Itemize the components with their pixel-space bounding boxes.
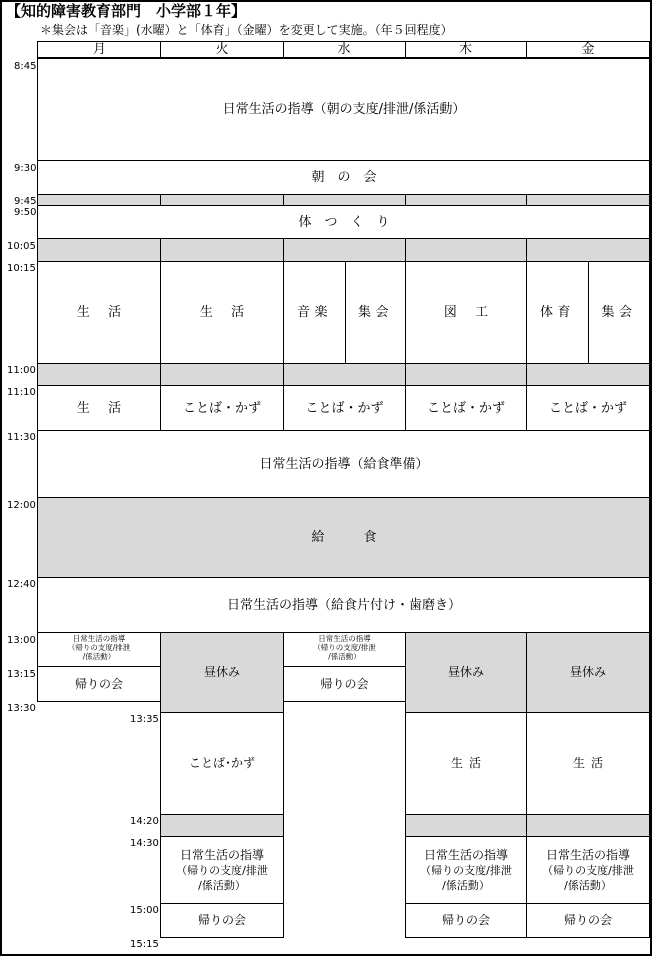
morning-routine-block: 日常生活の指導（朝の支度/排泄/係活動）	[222, 102, 466, 117]
p2-fri-cell: ことば・かず	[548, 400, 627, 416]
p1-mon-cell: 生活	[76, 305, 140, 320]
fri-hiruyasumi-cell: 昼休み	[569, 665, 606, 679]
page-title: 【知的障害教育部門 小学部１年】	[6, 2, 247, 20]
grid-line	[38, 41, 650, 42]
fri-daily-line2: （帰りの支度/排泄	[542, 863, 634, 877]
grid-line	[161, 814, 283, 815]
tai-tsukuri-block: 体 つ く り	[298, 214, 390, 230]
thu-seikatsu-cell: 生活	[450, 756, 487, 770]
time-label: 13:35	[130, 714, 159, 725]
mon-short-routine-line1: 日常生活の指導	[72, 634, 126, 643]
thu-daily-line1: 日常生活の指導	[423, 847, 508, 862]
tue-daily-line3: /係活動）	[198, 878, 246, 892]
p2-thu-cell: ことば・かず	[426, 400, 505, 416]
fri-kaeri-no-kai-cell: 帰りの会	[563, 913, 612, 927]
wed-short-routine-line2: （帰りの支度/排泄	[313, 643, 376, 652]
schedule-note: ＊集会は「音楽」(水曜）と「体育」（金曜）を変更して実施。（年５回程度）	[40, 23, 453, 37]
grid-line	[405, 194, 406, 206]
tue-break-1420	[161, 814, 283, 836]
tue-hiruyasumi-cell: 昼休み	[203, 665, 240, 679]
fri-daily-routine-cell	[527, 837, 649, 903]
time-label: 12:40	[7, 579, 36, 590]
break-row-1005	[38, 239, 650, 262]
grid-line	[406, 937, 650, 938]
day-header-mon: 月	[92, 42, 106, 57]
p1-thu-cell: 図工	[443, 305, 507, 320]
time-label: 15:00	[130, 905, 159, 916]
break-row-1100	[38, 363, 650, 385]
grid-line	[406, 814, 650, 815]
time-label: 13:30	[7, 703, 36, 714]
p1-fri-pe-cell: 体育	[539, 305, 576, 320]
asa-no-kai-block: 朝 の 会	[311, 170, 377, 185]
grid-line	[526, 194, 527, 206]
day-header-thu: 木	[458, 42, 472, 57]
grid-line	[526, 41, 527, 59]
p1-tue-cell: 生活	[199, 305, 263, 320]
lunch-label: 給 食	[311, 530, 377, 545]
wed-short-routine-cell	[284, 633, 405, 666]
day-header-tue: 火	[215, 42, 229, 57]
wed-kaeri-no-kai-cell: 帰りの会	[320, 676, 369, 691]
wed-short-routine-line3: /係活動）	[328, 652, 361, 661]
grid-line	[161, 937, 283, 938]
tue-daily-routine-cell	[161, 837, 283, 903]
tue-daily-line2: （帰りの支度/排泄	[176, 863, 268, 877]
tue-kaeri-no-kai-cell: 帰りの会	[197, 913, 246, 927]
time-label: 11:10	[7, 387, 36, 398]
time-label: 13:15	[7, 669, 36, 680]
p1-wed-assembly-cell: 集会	[357, 305, 394, 320]
p2-wed-cell: ことば・かず	[305, 400, 384, 416]
time-label: 10:05	[7, 241, 36, 252]
p2-mon-cell: 生活	[76, 400, 140, 416]
wed-short-routine-line1: 日常生活の指導	[318, 634, 371, 643]
grid-line	[283, 701, 406, 702]
grid-line	[160, 41, 161, 59]
grid-line	[283, 41, 284, 59]
day-header-fri: 金	[581, 42, 595, 57]
grid-line	[38, 238, 650, 239]
grid-line	[283, 194, 284, 206]
grid-line	[38, 194, 650, 195]
time-label: 9:30	[14, 163, 37, 174]
thu-kaeri-no-kai-cell: 帰りの会	[441, 913, 490, 927]
time-label: 15:15	[130, 939, 159, 950]
grid-line	[405, 41, 406, 59]
fri-break-1420	[527, 814, 650, 836]
tue-daily-line1: 日常生活の指導	[179, 847, 264, 862]
time-label: 11:00	[7, 365, 36, 376]
grid-line	[160, 194, 161, 206]
mon-short-routine-line3: /係活動）	[82, 652, 116, 661]
mon-short-routine-cell	[38, 633, 160, 666]
time-label: 14:20	[130, 816, 159, 827]
fri-daily-line3: /係活動）	[564, 878, 612, 892]
time-label: 13:00	[7, 635, 36, 646]
thu-daily-line2: （帰りの支度/排泄	[420, 863, 512, 877]
time-label: 10:15	[7, 263, 36, 274]
time-label: 12:00	[7, 500, 36, 511]
lunch-prep-block: 日常生活の指導（給食準備）	[259, 456, 429, 472]
mon-kaeri-no-kai-cell: 帰りの会	[74, 676, 123, 691]
thu-hiruyasumi-cell: 昼休み	[447, 665, 484, 679]
p2-tue-cell: ことば・かず	[182, 400, 261, 416]
thu-break-1420	[406, 814, 526, 836]
grid-line	[38, 701, 161, 702]
grid-line	[38, 363, 650, 364]
day-header-wed: 水	[337, 42, 351, 57]
thu-daily-routine-cell	[406, 837, 526, 903]
time-label: 14:30	[130, 838, 159, 849]
fri-seikatsu-cell: 生活	[572, 756, 609, 770]
p1-wed-music-cell: 音楽	[296, 305, 333, 320]
after-lunch-block: 日常生活の指導（給食片付け・歯磨き）	[226, 597, 461, 613]
time-label: 8:45	[14, 61, 37, 72]
mon-short-routine-line2: （帰りの支度/排泄	[67, 643, 131, 652]
time-label: 11:30	[7, 432, 36, 443]
fri-daily-line1: 日常生活の指導	[545, 847, 630, 862]
time-label: 9:50	[14, 207, 37, 218]
p1-fri-assembly-cell: 集会	[601, 305, 637, 320]
time-label: 9:45	[14, 196, 37, 207]
tue-kotoba-kazu-cell: ことば･かず	[188, 756, 255, 770]
thu-daily-line3: /係活動）	[442, 878, 490, 892]
